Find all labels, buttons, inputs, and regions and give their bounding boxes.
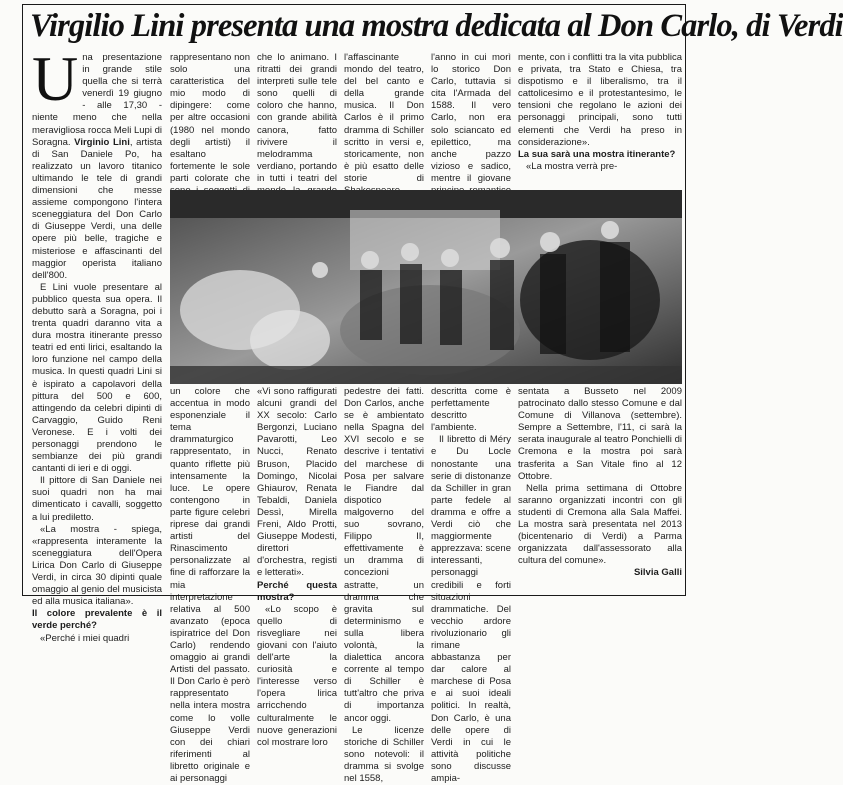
col1-intro-rest: , artista di San Daniele Po, ha realizzato un lavoro titanico ultimando le tele di grandi dimensioni che messe assieme compongono l'intera sceneggiatura del Don Carlo di Giuseppe Verdi, una delle opere più belle, tragiche e misteriose e affascinanti del maggior operista italiano dell'800. (32, 136, 162, 281)
col3-lower-text: «Vi sono raffigurati alcuni grandi del XX secolo: Carlo Bergonzi, Luciano Pavarotti, Leo Nucci, Renato Bruson, Placido Domingo, Nicolai Ghiaurov, Renata Tebaldi, Daniela Dessì, Mirella Freni, Aldo Protti, Giuseppe Modesti, direttori d'orchestra, registi e letterati». (257, 386, 337, 579)
col2-upper-text: rappresentano non solo una caratteristica del mio modo di dipingere: come per altre occasioni (1980 nel mondo degli artisti) il esaltano fortemente le sole parti colorate che (170, 52, 250, 184)
col6-upper-text: mente, con i conflitti tra la vita pubblica e privata, tra Stato e Chiesa, tra dispotismo e il liberalismo, tra il cattolicesimo e il protestantesimo, le tensioni che regolano le azioni dei personaggi principali, sono tutti elementi che Verdi ha preso in considerazione». (518, 52, 682, 148)
question-why-exhibition: Perché questa mostra? (257, 579, 337, 603)
col1-paragraph-2: E Lini vuole presentare al pubblico questa sua opera. Il debutto sarà a Soragna, poi i trenta quadri daranno vita a dura mostra itinerante presso teatri ed enti lirici, esaltando la loro funzione nel campo della musica. In questi quadri Lini si è ispirato a capolavori della pittura del 500 e 600, attingendo da celebri dipinti di Carvaggio, Guido Reni Veronese. E i volti dei personaggi prendono le sembianze dei più grandi cantanti di ieri e di oggi. (32, 281, 162, 475)
col4-lower-text: pedestre dei fatti. Don Carlos, anche se è ambientato nella Spagna del XVI secolo e se descrive i tentativi del marchese di Posa per salvare le Fiandre dal dispotico malgoverno del suo sovrano, Filippo II, effettivamente è un dramma di concezioni astratte, un dramma che gravita sul determinismo e sulla libera volontà, la dialettica ancora corrente al tempo di Schiller è tutt'altro che priva di importanza ancor oggi. (344, 386, 424, 724)
column-5-upper (431, 52, 511, 188)
col5-lower-paragraph: Il libretto di Méry e Du Locle nonostante una serie di distonanze da Schiller in gran parte fedele al dramma e offre a Verdi ciò che maggiormente apprezzava: scene interessanti, personaggi credibili e forti situazioni drammatiche. Del vecchio ardore rivoluzionario gli rimane abbastanza per dar calore al marchese di Posa e ai suoi ideali politici. In realtà, Don Carlo, è una delle opere di Verdi in cui le attività politiche sono discusse ampia- (431, 434, 511, 784)
author-signature: Silvia Galli (633, 567, 682, 579)
col5-upper-text: l'anno in cui morì lo storico Don Carlo, tuttavia si cita l'Armada del 1588. Il vero Carlo, non era solo sciancato ed epilettico, ma anche pazzo vizioso e sadico, mentre il giovane (431, 52, 511, 184)
col6-upper-paragraph: «La mostra verrà pre- (526, 160, 618, 172)
col3-lower-paragraph: «Lo scopo è quello di risvegliare nei giovani con l'aiuto dell'arte la curiosità e l'interesse verso l'opera lirica arricchendo culturalmente le nuove generazioni col mostrare loro (257, 603, 337, 748)
col1-paragraph-4: «La mostra - spiega, «rappresenta interamente la sceneggiatura dell'Opera Lirica Don Carlo di Giuseppe Verdi, in circa 30 dipinti quale omaggio al genio del musicista ed alla musica italiana». (32, 523, 162, 608)
col6-lower-text: sentata a Busseto nel 2009 patrocinato dallo stesso Comune e dal Comune di Villanova (settembre). Sempre a Settembre, l'11, ci sarà la serata inaugurale al teatro Ponchielli di Cremona e la mostra poi sarà trasferita a San Vitale fino al 12 Ottobre. (518, 386, 682, 482)
column-6-upper (518, 52, 682, 188)
col3-upper-text: che lo animano. I ritratti dei grandi interpreti sulle tele sono quelli di coloro che hanno, con grande abilità canora, fatto rivivere il melodramma verdiano, portando in tutti i teatri del (257, 52, 337, 184)
col4-upper-text: l'affascinante mondo del teatro, del bel canto e della grande musica. Il Don Carlos è il primo dramma di Schiller scritto in versi e, storicamente, non è più esatto delle storie di (344, 52, 424, 184)
col1-intro: na presentazione in grande stile quella che si terrà venerdì 19 giugno - alle 17,30 - niente meno che nella meravigliosa rocca Meli Lupi di Soragna. (32, 52, 162, 148)
col6-lower-paragraph: Nella prima settimana di Ottobre saranno organizzati incontri con gli studenti di Cremona alla Sala Maffei. La mostra sarà presentata nel 2013 (bicentenario di Verdi) a Parma organizzata dall'assessorato alla cultura del comune». (518, 482, 682, 567)
column-3-lower (257, 386, 337, 748)
column-2-lower (170, 386, 250, 784)
column-5-lower (431, 386, 511, 784)
column-3-upper (257, 52, 337, 188)
column-4-lower (344, 386, 424, 784)
question-itinerant: La sua sarà una mostra itinerante? (518, 148, 676, 160)
col1-paragraph-5: «Perché i miei quadri (40, 632, 130, 644)
column-2-upper (170, 52, 250, 188)
col2-lower-text: un colore che accentua in modo esponenziale il tema drammaturgico rappresentato, in quanto riflette più intensamente la luce. Le opere contengono in parte figure celebri riprese dai grandi artisti del Rinascimento personalizzate al fine di rafforzare la mia interpretazione relativa al 500 avanzato (epoca ispiratrice del Don Carlo) rendendo omaggio ai grandi Artisti del passato. Il Don Carlo è però rappresentato nella intera mostra come lo volle Giuseppe Verdi con dei chiari riferimenti al libretto originale e ai personaggi (170, 386, 250, 784)
col1-paragraph-3: Il pittore di San Daniele nei suoi quadri non ha mai dimenticato i cavalli, soggetto a lui prediletto. (32, 475, 162, 523)
col4-lower-paragraph: Le licenze storiche di Schiller sono notevoli: il dramma si svolge nel 1558, (344, 724, 424, 784)
question-green-color: Il colore prevalente è il verde perché? (32, 608, 162, 632)
drop-cap: U (32, 43, 79, 114)
painting-illustration (170, 190, 682, 384)
column-1 (32, 43, 162, 644)
article-headline: Virgilio Lini presenta una mostra dedicata al Don Carlo, di Verdi (30, 8, 843, 44)
col5-lower-text: descritta come è perfettamente descritto l'ambiente. (431, 386, 511, 434)
column-4-upper (344, 52, 424, 188)
don-carlo-painting (170, 190, 682, 384)
artist-name: Virginio Lini (74, 136, 130, 148)
column-6-lower (518, 386, 682, 592)
